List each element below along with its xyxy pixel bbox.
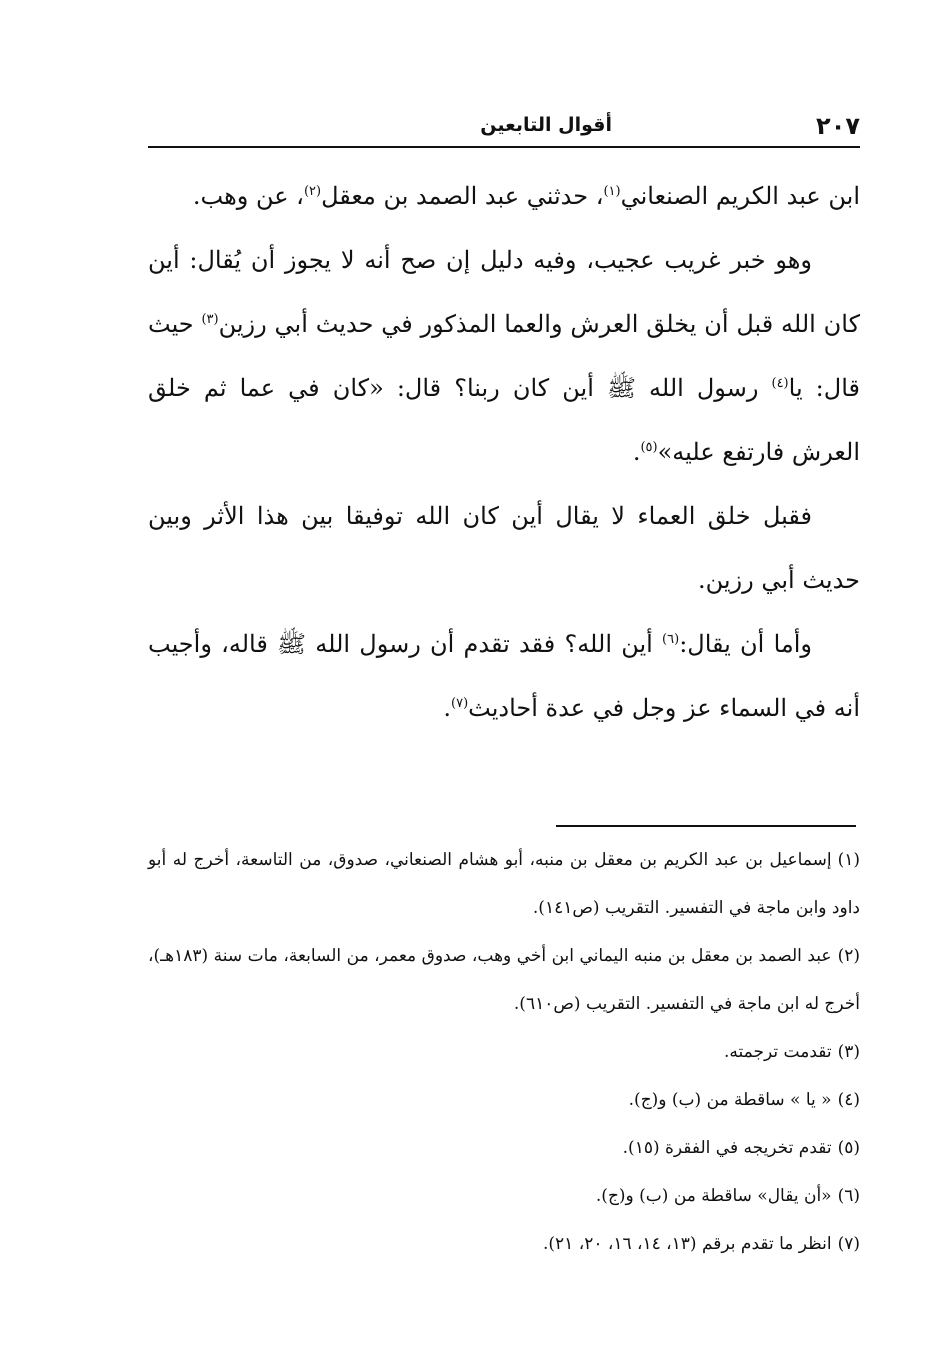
paragraph-4 — [148, 612, 860, 740]
footnote-number: (٥) — [837, 1138, 860, 1158]
footnote-number: (٢) — [837, 946, 860, 966]
paragraph-1 — [148, 164, 860, 228]
footnote-text: تقدمت ترجمته. — [724, 1042, 832, 1062]
paragraph-1-text-c: ، عن وهب. — [192, 182, 304, 210]
footnote-ref-7: (٧) — [451, 696, 469, 711]
footnote-number: (٧) — [837, 1234, 860, 1254]
running-title: أقوال التابعين — [480, 114, 612, 136]
footnote-number: (٦) — [837, 1186, 860, 1206]
footnote-text: « يا » ساقطة من (ب) و(ج). — [628, 1090, 832, 1110]
paragraph-4-text-a: وأما أن يقال: — [679, 630, 812, 658]
footnote-separator — [556, 825, 856, 827]
footnote-ref-1: (١) — [603, 184, 621, 199]
paragraph-4-text-c: . — [443, 694, 452, 722]
footnotes — [148, 836, 860, 1268]
footnote-text: إسماعيل بن عبد الكريم بن معقل بن منبه، أبو هشام الصنعاني، صدوق، من التاسعة، أخرج له أبو داود وابن ماجة في التفسير. التقريب (ص١٤١). — [148, 850, 860, 918]
paragraph-2-text-b: حيث قال: يا — [148, 310, 860, 402]
footnote-7 — [148, 1220, 860, 1268]
page-number: ٢٠٧ — [816, 112, 860, 140]
footnote-1 — [148, 836, 860, 932]
page-header — [148, 108, 860, 148]
footnote-3 — [148, 1028, 860, 1076]
footnote-5 — [148, 1124, 860, 1172]
main-text — [148, 164, 860, 740]
footnote-text: انظر ما تقدم برقم (١٣، ١٤، ١٦، ٢٠، ٢١). — [542, 1234, 832, 1254]
paragraph-2-text-d: . — [632, 438, 641, 466]
footnote-text: عبد الصمد بن معقل بن منبه اليماني ابن أخي وهب، صدوق معمر، من السابعة، مات سنة (١٨٣هـ)، أخرج له ابن ماجة في التفسير. التقريب (ص٦١٠). — [148, 946, 860, 1014]
paragraph-2-text-c: رسول الله ﷺ أين كان ربنا؟ قال: «كان في عما ثم خلق العرش فارتفع عليه» — [148, 374, 860, 466]
footnote-ref-4: (٤) — [771, 376, 789, 391]
footnote-ref-6: (٦) — [662, 632, 680, 647]
paragraph-4-text-b: أين الله؟ فقد تقدم أن رسول الله ﷺ قاله، وأجيب أنه في السماء عز وجل في عدة أحاديث — [148, 630, 860, 722]
paragraph-1-text-b: ، حدثني عبد الصمد بن معقل — [321, 182, 604, 210]
footnote-number: (٣) — [837, 1042, 860, 1062]
paragraph-2-text-a: وهو خبر غريب عجيب، وفيه دليل إن صح أنه لا يجوز أن يُقال: أين كان الله قبل أن يخلق العرش والعما المذكور في حديث أبي رزين — [148, 246, 860, 338]
footnote-text: «أن يقال» ساقطة من (ب) و(ج). — [595, 1186, 832, 1206]
footnote-ref-2: (٢) — [303, 184, 322, 199]
footnote-2 — [148, 932, 860, 1028]
footnote-ref-3: (٣) — [201, 312, 219, 327]
footnote-text: تقدم تخريجه في الفقرة (١٥). — [622, 1138, 832, 1158]
paragraph-3: فقبل خلق العماء لا يقال أين كان الله توفيقا بين هذا الأثر وبين حديث أبي رزين. — [148, 502, 860, 594]
paragraph-1-text-a: ابن عبد الكريم الصنعاني — [620, 182, 860, 210]
paragraph-2 — [148, 228, 860, 484]
footnote-6 — [148, 1172, 860, 1220]
footnote-4 — [148, 1076, 860, 1124]
footnote-number: (٤) — [837, 1090, 860, 1110]
footnote-number: (١) — [837, 850, 860, 870]
footnote-ref-5: (٥) — [640, 440, 658, 455]
